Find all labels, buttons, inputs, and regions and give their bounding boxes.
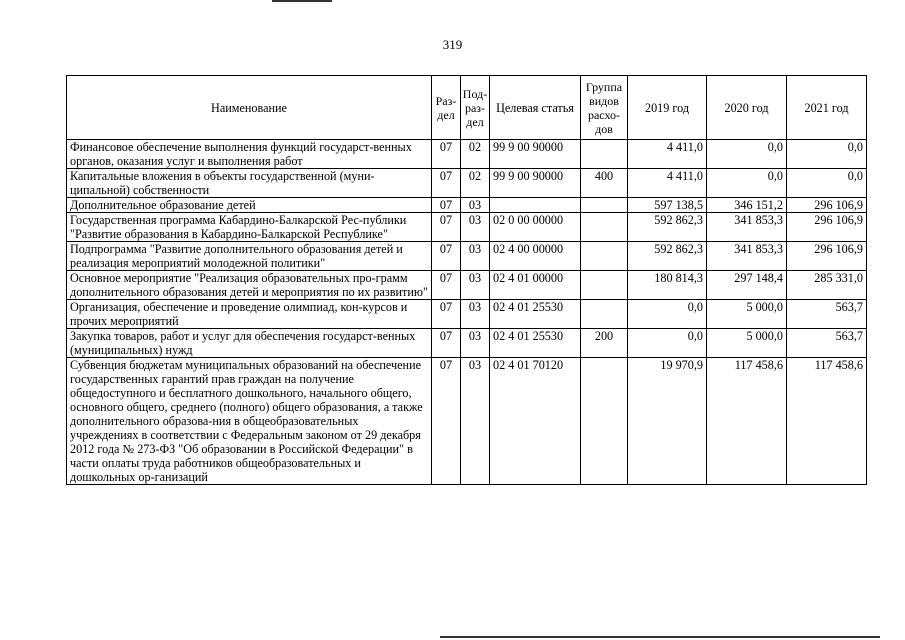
- cell-expense-group: 400: [581, 169, 628, 198]
- cell-section: 07: [432, 198, 461, 213]
- cell-target-article: 02 4 00 00000: [490, 242, 581, 271]
- cell-2021: 296 106,9: [787, 242, 867, 271]
- cell-subsection: 03: [461, 300, 490, 329]
- table-body: [67, 140, 867, 485]
- cell-2019: 180 814,3: [628, 271, 707, 300]
- cell-name: Субвенция бюджетам муниципальных образований на обеспечение государственных гарантий прав граждан на получение общедоступного и бесплатного дошкольного, начального общего, основного общего, среднего (полного) общего образования, а также дополнительного образова-ния в общеобразовательных учреждениях в соответствии с Федеральным законом от 29 декабря 2012 года № 273-ФЗ "Об образовании в Российской Федерации" в части оплаты труда работников общеобразовательных и дошкольных ор-ганизаций: [67, 358, 432, 485]
- cell-2021: 296 106,9: [787, 198, 867, 213]
- header-target-article: Целевая статья: [490, 76, 581, 140]
- cell-expense-group: 200: [581, 329, 628, 358]
- table-row: [67, 358, 867, 485]
- cell-name: Закупка товаров, работ и услуг для обеспечения государст-венных (муниципальных) нужд: [67, 329, 432, 358]
- cell-section: 07: [432, 271, 461, 300]
- cell-2020: 5 000,0: [707, 329, 787, 358]
- cell-target-article: 02 4 01 25530: [490, 300, 581, 329]
- cell-target-article: 02 0 00 00000: [490, 213, 581, 242]
- cell-subsection: 03: [461, 213, 490, 242]
- cell-section: 07: [432, 140, 461, 169]
- cell-subsection: 02: [461, 169, 490, 198]
- header-name: Наименование: [67, 76, 432, 140]
- cell-2020: 0,0: [707, 140, 787, 169]
- cell-name: Капитальные вложения в объекты государственной (муни-ципальной) собственности: [67, 169, 432, 198]
- table-row: [67, 242, 867, 271]
- cell-2019: 4 411,0: [628, 169, 707, 198]
- table-row: [67, 271, 867, 300]
- table-row: [67, 300, 867, 329]
- cell-2020: 341 853,3: [707, 242, 787, 271]
- cell-subsection: 02: [461, 140, 490, 169]
- cell-target-article: 99 9 00 90000: [490, 140, 581, 169]
- scan-artifact-top: [272, 0, 332, 2]
- table-row: [67, 329, 867, 358]
- cell-2020: 346 151,2: [707, 198, 787, 213]
- header-expense-group: Группа видов расхо- дов: [581, 76, 628, 140]
- cell-target-article: 02 4 01 00000: [490, 271, 581, 300]
- cell-expense-group: [581, 140, 628, 169]
- cell-expense-group: [581, 242, 628, 271]
- cell-2021: 0,0: [787, 169, 867, 198]
- table-row: [67, 213, 867, 242]
- cell-subsection: 03: [461, 242, 490, 271]
- cell-expense-group: [581, 271, 628, 300]
- cell-section: 07: [432, 169, 461, 198]
- cell-name: Подпрограмма "Развитие дополнительного образования детей и реализация мероприятий молодежной политики": [67, 242, 432, 271]
- cell-2019: 0,0: [628, 329, 707, 358]
- cell-section: 07: [432, 329, 461, 358]
- cell-2020: 341 853,3: [707, 213, 787, 242]
- cell-expense-group: [581, 358, 628, 485]
- cell-target-article: 02 4 01 25530: [490, 329, 581, 358]
- cell-2020: 5 000,0: [707, 300, 787, 329]
- table-row: [67, 169, 867, 198]
- table-row: [67, 140, 867, 169]
- cell-2019: 0,0: [628, 300, 707, 329]
- cell-section: 07: [432, 213, 461, 242]
- scan-artifact-bottom: [440, 636, 880, 638]
- cell-2019: 592 862,3: [628, 213, 707, 242]
- cell-expense-group: [581, 300, 628, 329]
- cell-2020: 117 458,6: [707, 358, 787, 485]
- cell-2019: 597 138,5: [628, 198, 707, 213]
- cell-expense-group: [581, 198, 628, 213]
- cell-name: Дополнительное образование детей: [67, 198, 432, 213]
- header-2020: 2020 год: [707, 76, 787, 140]
- cell-2019: 592 862,3: [628, 242, 707, 271]
- cell-name: Организация, обеспечение и проведение олимпиад, кон-курсов и прочих мероприятий: [67, 300, 432, 329]
- cell-target-article: 02 4 01 70120: [490, 358, 581, 485]
- cell-section: 07: [432, 300, 461, 329]
- cell-section: 07: [432, 242, 461, 271]
- cell-2020: 0,0: [707, 169, 787, 198]
- cell-2021: 296 106,9: [787, 213, 867, 242]
- header-2019: 2019 год: [628, 76, 707, 140]
- header-2021: 2021 год: [787, 76, 867, 140]
- cell-subsection: 03: [461, 329, 490, 358]
- cell-2021: 0,0: [787, 140, 867, 169]
- table-row: [67, 198, 867, 213]
- cell-name: Основное мероприятие "Реализация образовательных про-грамм дополнительного образования детей и мероприятия по их развитию": [67, 271, 432, 300]
- cell-2019: 19 970,9: [628, 358, 707, 485]
- cell-2021: 285 331,0: [787, 271, 867, 300]
- cell-2019: 4 411,0: [628, 140, 707, 169]
- cell-2021: 117 458,6: [787, 358, 867, 485]
- page-number: 319: [442, 37, 463, 52]
- cell-2020: 297 148,4: [707, 271, 787, 300]
- cell-target-article: 99 9 00 90000: [490, 169, 581, 198]
- cell-subsection: 03: [461, 198, 490, 213]
- budget-table: [66, 75, 867, 485]
- cell-2021: 563,7: [787, 300, 867, 329]
- cell-target-article: [490, 198, 581, 213]
- cell-name: Финансовое обеспечение выполнения функций государст-венных органов, оказания услуг и выполнения работ: [67, 140, 432, 169]
- header-section: Раз- дел: [432, 76, 461, 140]
- cell-subsection: 03: [461, 358, 490, 485]
- cell-name: Государственная программа Кабардино-Балкарской Рес-публики "Развитие образования в Кабардино-Балкарской Республике": [67, 213, 432, 242]
- cell-2021: 563,7: [787, 329, 867, 358]
- cell-subsection: 03: [461, 271, 490, 300]
- cell-section: 07: [432, 358, 461, 485]
- cell-expense-group: [581, 213, 628, 242]
- header-subsection: Под- раз- дел: [461, 76, 490, 140]
- table-header-row: [67, 76, 867, 140]
